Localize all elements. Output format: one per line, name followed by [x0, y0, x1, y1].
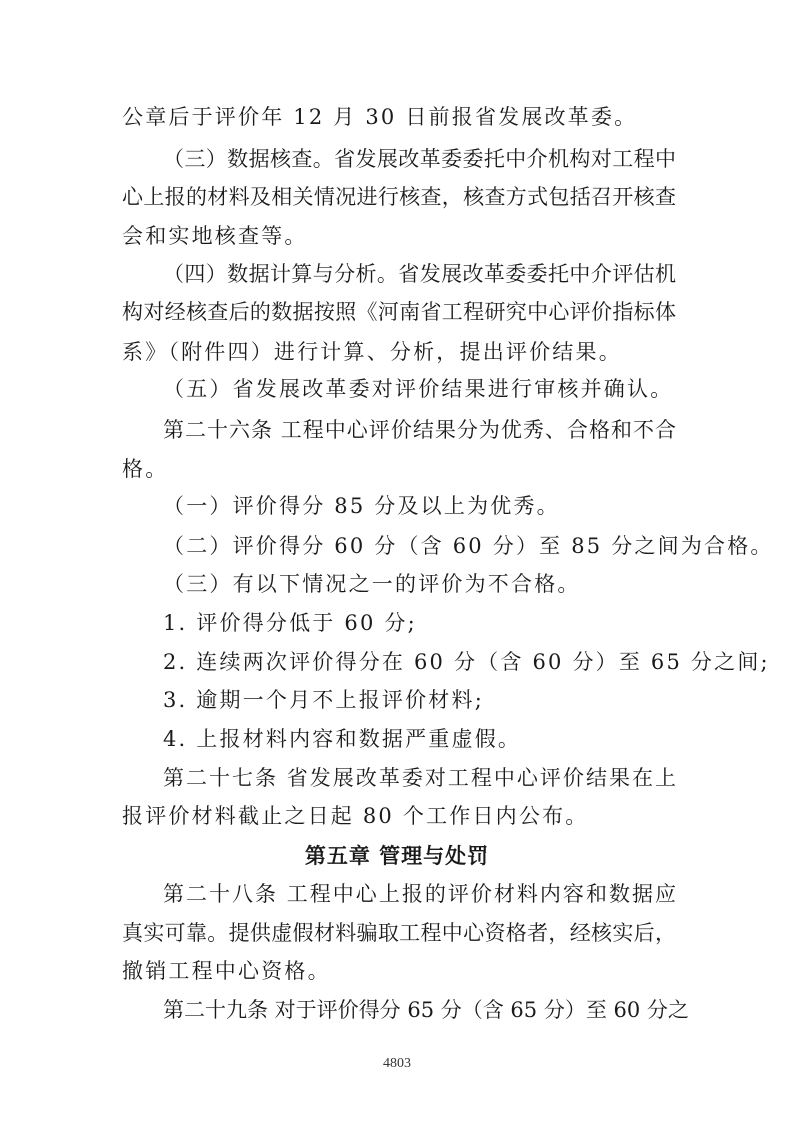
list-item: 2. 连续两次评价得分在 60 分（含 60 分）至 65 分之间; [163, 650, 770, 674]
paragraph-line: 构对经核查后的数据按照《河南省工程研究中心评价指标体 [122, 300, 676, 324]
paragraph-line: （三）数据核查。省发展改革委委托中介机构对工程中 [163, 147, 676, 171]
list-item: （二）评价得分 60 分（含 60 分）至 85 分之间为合格。 [163, 534, 774, 558]
list-item: 4. 上报材料内容和数据严重虚假。 [163, 727, 522, 751]
paragraph-line: 系》（附件四）进行计算、分析，提出评价结果。 [122, 340, 622, 364]
article-line: 第二十八条 工程中心上报的评价材料内容和数据应 [163, 882, 676, 906]
article-line: 第二十七条 省发展改革委对工程中心评价结果在上 [163, 766, 676, 790]
paragraph-line: 撤销工程中心资格。 [122, 959, 331, 983]
paragraph-line: 心上报的材料及相关情况进行核查，核查方式包括召开核查 [122, 185, 676, 209]
page-number: 4803 [383, 1056, 411, 1071]
article-line: 第二十九条 对于评价得分 65 分（含 65 分）至 60 分之 [163, 998, 689, 1022]
paragraph-line: 会和实地核查等。 [122, 224, 308, 248]
paragraph-line: （四）数据计算与分析。省发展改革委委托中介评估机 [163, 262, 676, 286]
list-item: （三）有以下情况之一的评价为不合格。 [163, 572, 581, 596]
paragraph-line: 公章后于评价年 12 月 30 日前报省发展改革委。 [122, 105, 638, 129]
paragraph-line: 格。 [122, 457, 169, 481]
list-item: 3. 逾期一个月不上报评价材料; [163, 688, 484, 712]
paragraph-line: 真实可靠。提供虚假材料骗取工程中心资格者，经核实后， [122, 921, 676, 945]
list-item: 1. 评价得分低于 60 分; [163, 611, 417, 635]
list-item: （一）评价得分 85 分及以上为优秀。 [163, 494, 560, 518]
article-line: 第二十六条 工程中心评价结果分为优秀、合格和不合 [163, 418, 676, 442]
paragraph-line: （五）省发展改革委对评价结果进行审核并确认。 [163, 377, 674, 401]
paragraph-line: 报评价材料截止之日起 80 个工作日内公布。 [122, 804, 589, 828]
chapter-heading: 第五章 管理与处罚 [304, 844, 490, 868]
